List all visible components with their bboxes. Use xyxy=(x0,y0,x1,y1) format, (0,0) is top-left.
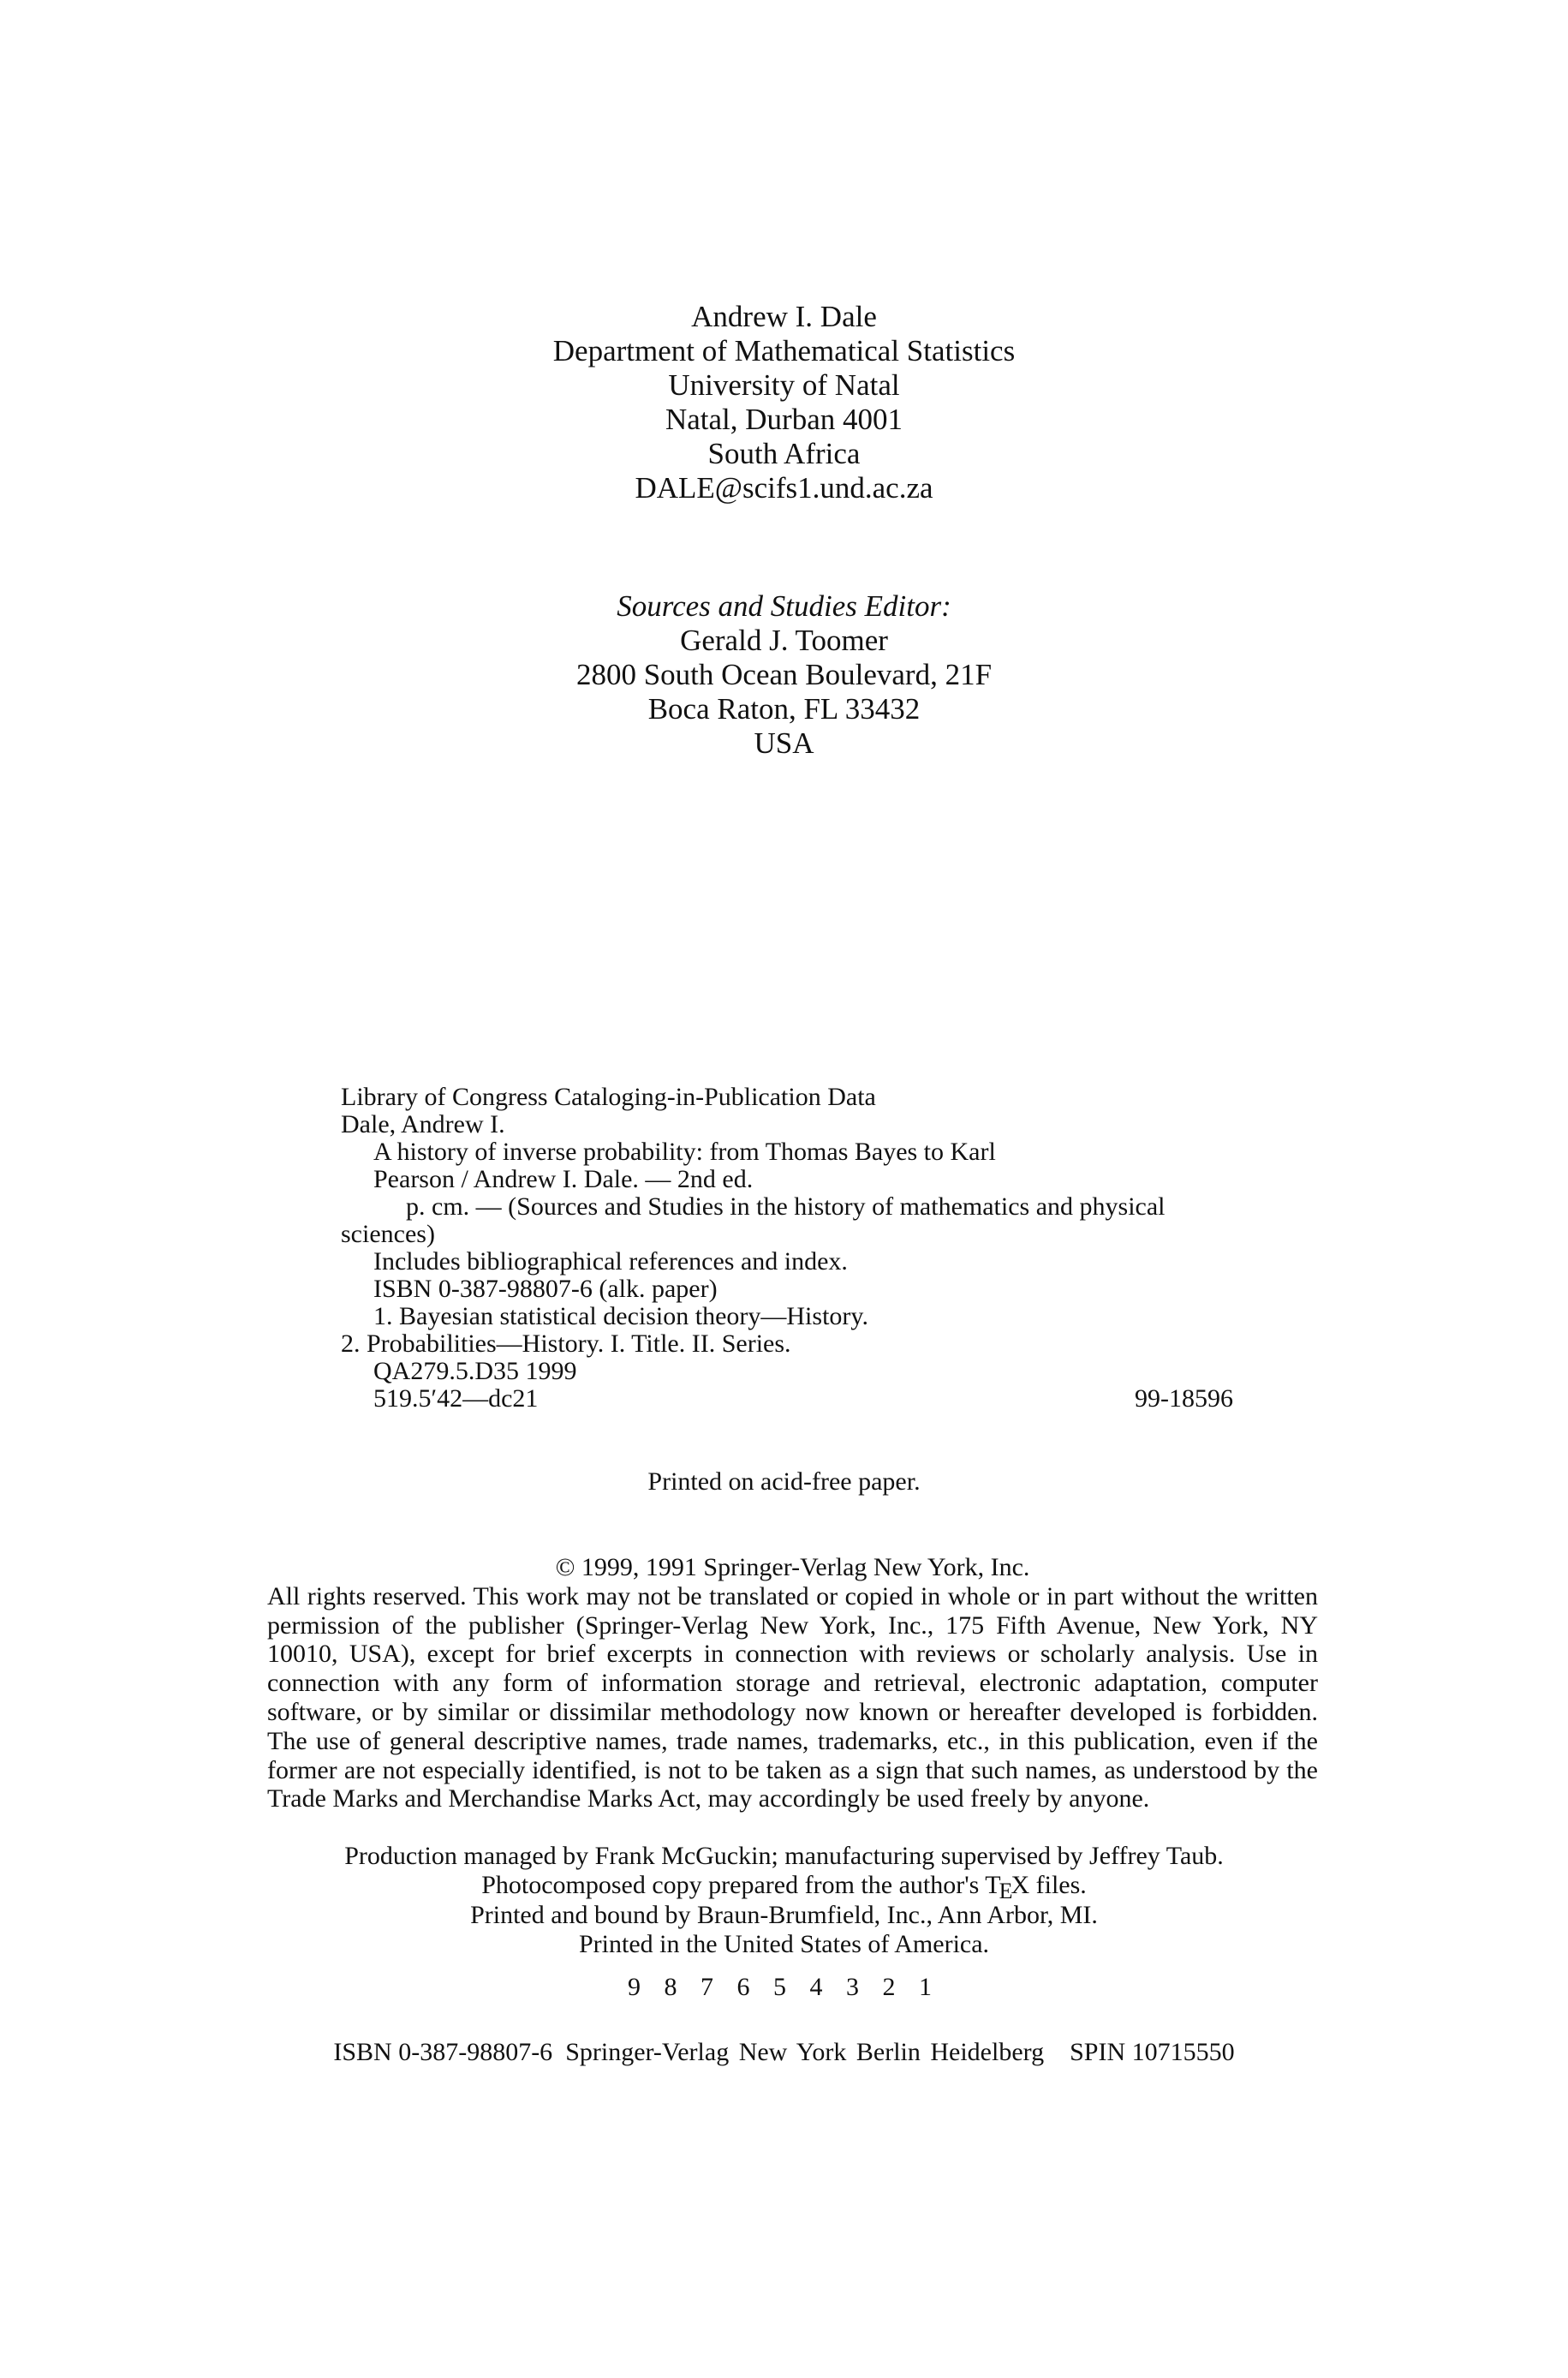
production-credits xyxy=(0,1842,1568,1959)
author-university: University of Natal xyxy=(668,368,900,402)
copyright-line: © 1999, 1991 Springer-Verlag New York, Inc. xyxy=(555,1553,1030,1581)
printing-number-line xyxy=(0,1973,1568,2002)
cataloging-in-publication-data xyxy=(341,1084,1233,1413)
cip-author: Dale, Andrew I. xyxy=(341,1110,505,1138)
tex-logo-e: E xyxy=(999,1879,1013,1903)
cip-heading: Library of Congress Cataloging-in-Publication Data xyxy=(341,1083,876,1111)
author-country: South Africa xyxy=(707,437,861,470)
cip-isbn: ISBN 0-387-98807-6 (alk. paper) xyxy=(373,1275,718,1303)
cip-title-line-2: Pearson / Andrew I. Dale. — 2nd ed. xyxy=(373,1165,754,1193)
cip-dewey: 519.5′42—dc21 xyxy=(373,1384,539,1413)
tex-logo-t: T xyxy=(985,1871,1001,1899)
photocomposed-prefix: Photocomposed copy prepared from the author's xyxy=(481,1871,986,1899)
copyright-block xyxy=(267,1553,1318,1813)
editor-address-block xyxy=(0,589,1568,761)
footer-isbn: ISBN 0-387-98807-6 xyxy=(333,2038,553,2066)
printing-numbers: 9 8 7 6 5 4 3 2 1 xyxy=(628,1973,940,2001)
photocomposed-line xyxy=(0,1871,1568,1901)
author-name: Andrew I. Dale xyxy=(691,300,877,333)
author-department: Department of Mathematical Statistics xyxy=(552,334,1016,367)
editor-city: Boca Raton, FL 33432 xyxy=(647,692,921,726)
editor-role: Sources and Studies Editor: xyxy=(617,589,951,623)
cip-series-line-1: p. cm. — (Sources and Studies in the history of mathematics and physical xyxy=(406,1192,1166,1221)
cip-subject-2: 2. Probabilities—History. I. Title. II. Series. xyxy=(341,1329,791,1358)
printed-in-line: Printed in the United States of America. xyxy=(578,1930,990,1958)
cip-includes: Includes bibliographical references and index. xyxy=(373,1247,848,1276)
editor-street: 2800 South Ocean Boulevard, 21F xyxy=(575,658,993,691)
tex-logo xyxy=(985,1871,1030,1903)
editor-country: USA xyxy=(754,726,814,760)
photocomposed-suffix: files. xyxy=(1029,1871,1087,1899)
cip-subject-1: 1. Bayesian statistical decision theory—History. xyxy=(373,1302,868,1330)
footer-spin: SPIN 10715550 xyxy=(1070,2038,1235,2066)
author-city: Natal, Durban 4001 xyxy=(665,403,903,436)
rights-paragraph: All rights reserved. This work may not be translated or copied in whole or in part without the written permission of the publisher (Springer-Verlag New York, Inc., 175 Fifth Avenue, New York, NY 10010, USA), except for brief excerpts in connection with reviews or scholarly analysis. Use in connection with any form of information storage and retrieval, electronic adaptation, computer software, or by similar or dissimilar methodology now known or hereafter developed is forbidden. The use of general descriptive names, trade names, trademarks, etc., in this publication, even if the former are not especially identified, is not to be taken as a sign that such names, as understood by the Trade Marks and Merchandise Marks Act, may accordingly be used freely by anyone. xyxy=(267,1581,1318,1813)
printer-line: Printed and bound by Braun-Brumfield, Inc., Ann Arbor, MI. xyxy=(470,1901,1098,1929)
cip-lccn: 99-18596 xyxy=(1135,1384,1233,1413)
cip-title-line-1: A history of inverse probability: from Thomas Bayes to Karl xyxy=(373,1138,996,1166)
cip-classification-row xyxy=(341,1385,1266,1413)
production-managed: Production managed by Frank McGuckin; manufacturing supervised by Jeffrey Taub. xyxy=(344,1842,1224,1870)
isbn-footer-line xyxy=(0,2038,1568,2067)
cip-lc-class: QA279.5.D35 1999 xyxy=(373,1357,577,1385)
acid-free-notice xyxy=(0,1467,1568,1497)
acid-free-text: Printed on acid-free paper. xyxy=(647,1467,921,1496)
footer-publisher: Springer-Verlag New York Berlin Heidelberg xyxy=(565,2038,1045,2066)
isbn-footer xyxy=(0,2038,1568,2067)
cip-series-line-2: sciences) xyxy=(341,1220,435,1248)
author-email: DALE@scifs1.und.ac.za xyxy=(635,471,933,505)
author-address-block xyxy=(0,300,1568,505)
editor-name: Gerald J. Toomer xyxy=(680,624,888,657)
tex-logo-x: X xyxy=(1011,1871,1030,1899)
